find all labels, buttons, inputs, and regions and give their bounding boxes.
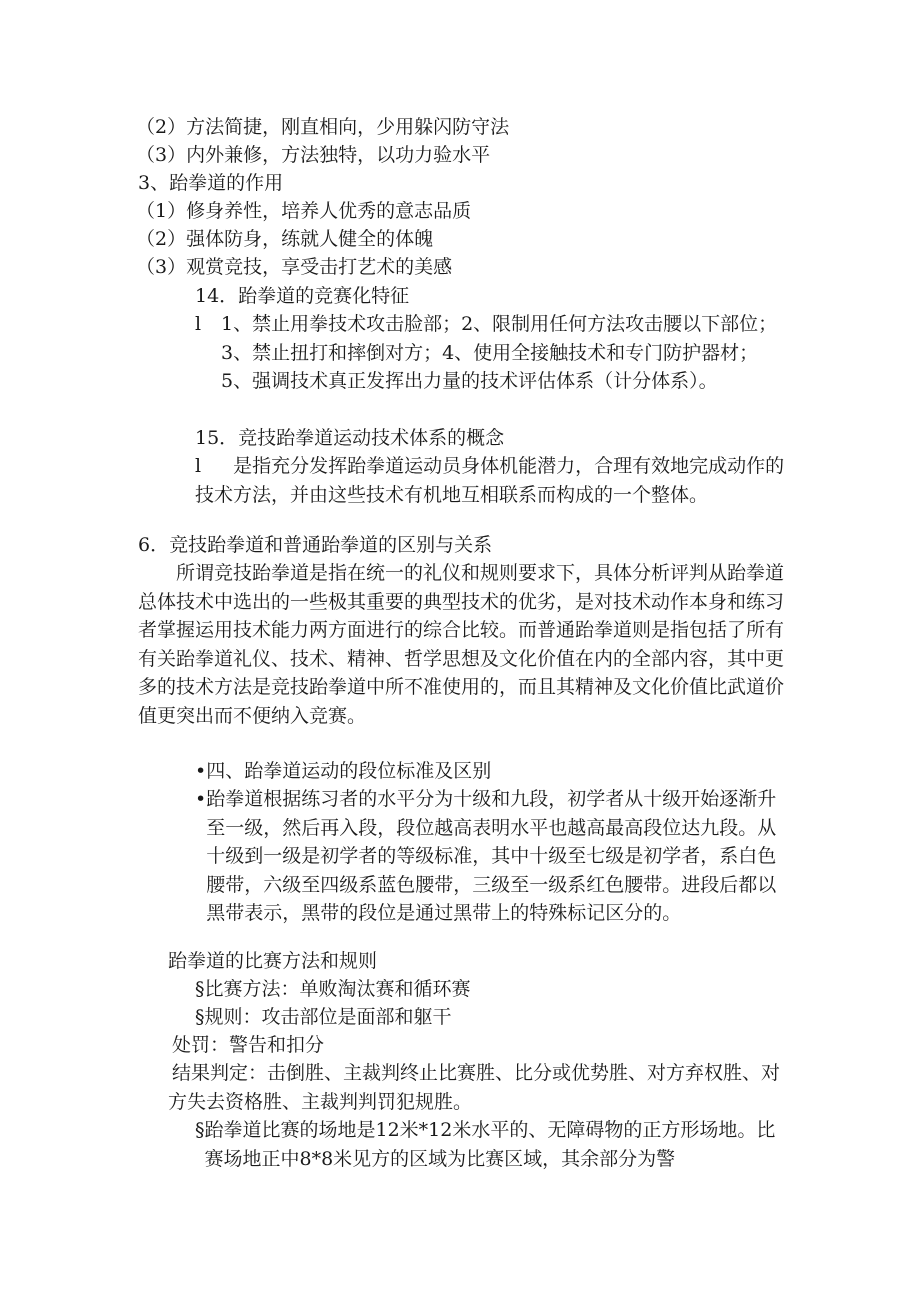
heading-rules: 跆拳道的比赛方法和规则 (168, 950, 378, 972)
section-symbol: § (195, 978, 205, 1000)
difference-paragraph: 所谓竞技跆拳道是指在统一的礼仪和规则要求下，具体分析评判从跆拳道总体技术中选出的一些极其重要的典型技术的优劣，是对技术动作本身和练习者掌握运用技术能力两方面进行的综合比较。而普通跆拳道则是指包括了所有有关跆拳道礼仪、技术、精神、哲学思想及文化价值在内的全部内容，其中更多的技术方法是竞技跆拳道中所不准使用的，而且其精神及文化价值比武道价值更突出而不便纳入竞赛。 (138, 562, 785, 727)
characteristic-3: （3）内外兼修，方法独特，以功力验水平 (136, 144, 491, 166)
venue-text: 跆拳道比赛的场地是12米*12米水平的、无障碍物的正方形场地。比赛场地正中8*8米见方的区域为比赛区域，其余部分为警 (204, 1119, 776, 1170)
competition-method: §比赛方法：单败淘汰赛和循环赛 (195, 978, 471, 1000)
result-judgement: 结果判定：击倒胜、主裁判终止比赛胜、比分或优势胜、对方弃权胜、对方失去资格胜、主裁判判罚犯规胜。 (168, 1062, 781, 1113)
features-item (195, 310, 785, 396)
concept-item (195, 452, 785, 509)
competition-rule: §规则：攻击部位是面部和躯干 (195, 1006, 452, 1028)
penalty: 处罚：警告和扣分 (172, 1034, 325, 1056)
section-heading-functions: 3、跆拳道的作用 (138, 172, 284, 194)
function-3: （3）观赏竞技，享受击打艺术的美感 (136, 256, 453, 278)
list-marker: l (195, 313, 202, 335)
function-2: （2）强体防身，练就人健全的体魄 (136, 228, 434, 250)
characteristic-2: （2）方法简捷，刚直相向，少用躲闪防守法 (136, 116, 510, 138)
features-text: 1、禁止用拳技术攻击脸部；2、限制用任何方法攻击腰以下部位；3、禁止扭打和摔倒对方；4、使用全接触技术和专门防护器材；5、强调技术真正发挥出力量的技术评估体系（计分体系）。 (221, 313, 778, 392)
grade-text: 跆拳道根据练习者的水平分为十级和九段，初学者从十级开始逐渐升至一级，然后再入段，段位越高表明水平也越高最高段位达九段。从十级到一级是初学者的等级标准，其中十级至七级是初学者，系白色腰带，六级至四级系蓝色腰带，三级至一级系红色腰带。进段后都以黑带表示，黑带的段位是通过黑带上的特殊标记区分的。 (206, 788, 777, 924)
section-symbol: § (195, 1119, 205, 1141)
section-symbol: § (195, 1006, 205, 1028)
venue-item (195, 1116, 785, 1173)
heading-competition-features: 14．跆拳道的竞赛化特征 (195, 285, 410, 307)
heading-grade-standard: •四、跆拳道运动的段位标准及区别 (195, 760, 492, 782)
heading-difference: 6．竞技跆拳道和普通跆拳道的区别与关系 (138, 534, 493, 556)
function-1: （1）修身养性，培养人优秀的意志品质 (136, 200, 472, 222)
grade-item (195, 785, 785, 928)
bullet: • (195, 760, 207, 782)
heading-technique-concept: 15．竞技跆拳道运动技术体系的概念 (195, 427, 505, 449)
list-marker: l (195, 455, 202, 477)
bullet: • (195, 788, 207, 810)
concept-text: 是指充分发挥跆拳道运动员身体机能潜力，合理有效地完成动作的技术方法，并由这些技术有机地互相联系而构成的一个整体。 (195, 455, 785, 506)
